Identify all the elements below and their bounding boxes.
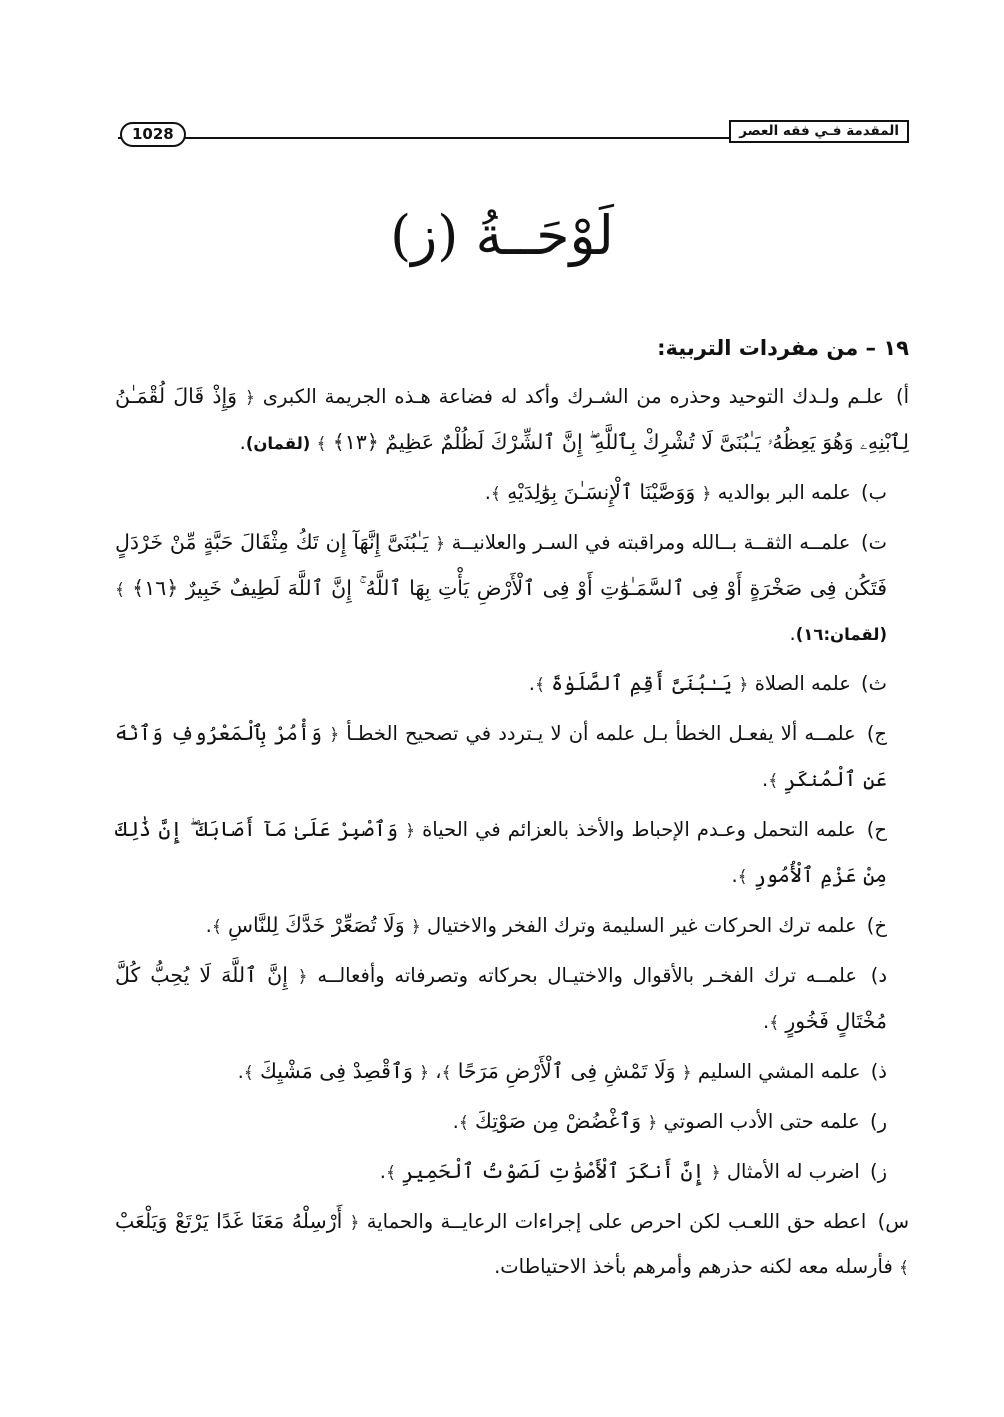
quran-verse-second: وَٱقْصِدْ فِى مَشْيِكَ	[259, 1059, 413, 1083]
quran-verse: وَوَصَّيْنَا ٱلْإِنسَـٰنَ بِوَٰلِدَيْهِ	[507, 480, 696, 504]
item-letter: خ)	[866, 914, 887, 937]
verse-open-bracket: ﴿	[738, 675, 749, 695]
list-item-jim	[115, 711, 909, 803]
list-item-alif	[115, 374, 909, 466]
item-text: علمه المشي السليم	[697, 1060, 861, 1083]
list-item-kha	[115, 903, 909, 949]
page-number: 1028	[120, 122, 186, 147]
verse-open-bracket: ﴿	[710, 1163, 721, 1183]
verse-close-bracket: ﴾	[243, 1063, 254, 1083]
item-ending: .	[484, 481, 491, 504]
list-item-ta	[115, 520, 909, 657]
list-item-dal	[115, 953, 909, 1045]
list-item-ba	[115, 470, 909, 516]
item-ending: .	[762, 768, 769, 791]
quran-verse: وَأْمُرْ بِٱلْمَعْرُوفِ وَٱنْهَ عَنِ ٱلْمُنكَرِ	[115, 721, 887, 791]
verse-open-bracket: ﴿	[405, 821, 416, 841]
verse-open-bracket: ﴿	[349, 1213, 360, 1233]
item-text: علمه البر بوالديه	[717, 481, 851, 504]
item-ending: .	[452, 1110, 459, 1133]
verse-open-bracket: ﴿	[701, 484, 712, 504]
item-letter: ج)	[866, 722, 888, 745]
item-ending: .	[731, 864, 738, 887]
item-ending: فأرسله معه لكنه حذرهم وأمرهم بأخذ الاحتياطات.	[494, 1255, 893, 1278]
verse-open-bracket: ﴿	[435, 534, 446, 554]
verse-close-bracket: ﴾	[458, 1113, 469, 1133]
verse-open-bracket: ﴿	[647, 1113, 658, 1133]
main-content	[115, 328, 909, 1294]
plate-title: لَوْحَــةُ (ز)	[390, 204, 614, 267]
item-letter: ث)	[861, 672, 887, 695]
item-text: علمه حتى الأدب الصوتي	[663, 1110, 860, 1133]
list-item-tha	[115, 661, 909, 707]
item-ending: .	[763, 1010, 770, 1033]
running-header-title: المقدمة فـي فقه العصر	[729, 120, 909, 143]
quran-verse: إِنَّ أَنكَرَ ٱلْأَصْوَٰتِ لَصَوْتُ ٱلْحَمِيرِ	[402, 1159, 705, 1183]
item-letter: د)	[870, 964, 888, 987]
item-text: اضرب له الأمثال	[726, 1160, 860, 1183]
quran-verse: وَٱغْضُضْ مِن صَوْتِكَ	[475, 1109, 642, 1133]
item-ending: .	[239, 431, 246, 454]
quran-verse: أَرْسِلْهُ مَعَنَا غَدًا يَرْتَعْ وَيَلْعَبْ	[115, 1209, 343, 1233]
quran-verse: إِنَّ ٱللَّهَ لَا يُحِبُّ كُلَّ مُخْتَالٍ فَخُورٍ	[115, 963, 887, 1033]
verse-close-bracket: ﴾	[115, 580, 125, 600]
item-letter: ب)	[861, 481, 887, 504]
item-letter: س)	[877, 1210, 910, 1233]
verse-close-bracket: ﴾	[441, 1063, 452, 1083]
verse-open-bracket: ﴿	[244, 388, 255, 408]
quran-verse: وَٱصْبِرْ عَلَىٰ مَآ أَصَابَكَ ۖ إِنَّ ذَٰلِكَ مِنْ عَزْمِ ٱلْأُمُورِ	[115, 817, 887, 887]
verse-reference: (لقمان)	[245, 434, 311, 453]
item-text: علمــه ترك الفخـر بالأقوال والاختيـال بحركاته وتصرفاته وأفعالــه	[317, 964, 858, 987]
quran-verse: يَـٰبُنَىَّ إِنَّهَآ إِن تَكُ مِثْقَالَ حَبَّةٍ مِّنْ خَرْدَلٍ فَتَكُن فِى صَخْرَةٍ أَوْ فِى ٱلسَّمَـٰوَٰتِ أَوْ فِى ٱلْأَرْضِ يَأْتِ بِهَا ٱللَّهُ ۚ إِنَّ ٱللَّهَ لَطِيفٌ خَبِيرٌ ﴿١٦﴾	[115, 530, 888, 600]
verse-close-bracket: ﴾	[490, 484, 501, 504]
section-heading: ١٩ – من مفردات التربية:	[657, 336, 909, 360]
verse-open-bracket: ﴿	[329, 725, 340, 745]
verse-open-bracket: ﴿	[419, 1063, 430, 1083]
item-text: علمه ترك الحركات غير السليمة وترك الفخر والاختيال	[427, 914, 857, 937]
verse-open-bracket: ﴿	[410, 917, 421, 937]
item-letter: ذ)	[870, 1060, 887, 1083]
item-text: علمــه الثقــة بــالله ومراقبته في السـر والعلانيــة	[451, 531, 851, 554]
item-text: اعطه حق اللعـب لكن احرص على إجراءات الرعايــة والحماية	[366, 1210, 867, 1233]
list-item-ra	[115, 1099, 909, 1145]
item-letter: ح)	[866, 818, 887, 841]
list-item-sin	[115, 1199, 909, 1290]
list-item-dhal	[115, 1049, 909, 1095]
verse-reference: (لقمان:١٦)	[795, 625, 887, 644]
quran-verse: وَإِذْ قَالَ لُقْمَـٰنُ لِٱبْنِهِۦ وَهُوَ يَعِظُهُۥ يَـٰبُنَىَّ لَا تُشْرِكْ بِٱللَّهِ ۖ إِنَّ ٱلشِّرْكَ لَظُلْمٌ عَظِيمٌ ﴿١٣﴾	[115, 384, 909, 454]
item-ending: .	[205, 914, 212, 937]
item-text: علـم ولـدك التوحيد وحذره من الشـرك وأكد له فضاعة هـذه الجريمة الكبرى	[262, 385, 885, 408]
verse-close-bracket: ﴾	[534, 675, 545, 695]
verse-close-bracket: ﴾	[768, 771, 779, 791]
verse-close-bracket: ﴾	[211, 917, 222, 937]
verse-close-bracket: ﴾	[386, 1163, 396, 1183]
verse-close-bracket: ﴾	[737, 867, 748, 887]
item-ending: .	[789, 622, 796, 645]
quran-verse: وَلَا تَمْشِ فِى ٱلْأَرْضِ مَرَحًا	[457, 1059, 676, 1083]
list-item-ha	[115, 807, 909, 899]
verse-close-bracket: ﴾	[316, 434, 327, 454]
item-text: علمــه ألا يفعـل الخطأ بـل علمه أن لا يـتردد في تصحيح الخطـأ	[346, 722, 856, 745]
verse-close-bracket: ﴾	[899, 1258, 909, 1278]
verse-open-bracket: ﴿	[681, 1063, 692, 1083]
item-ending: .	[379, 1160, 386, 1183]
item-ending: .	[528, 672, 535, 695]
verse-close-bracket: ﴾	[769, 1013, 780, 1033]
item-letter: ت)	[861, 531, 887, 554]
quran-verse: يَـٰبُنَىَّ أَقِمِ ٱلصَّلَوٰةَ	[551, 671, 733, 695]
item-letter: ز)	[869, 1160, 887, 1183]
item-ending: .	[237, 1060, 244, 1083]
item-letter: أ)	[895, 385, 909, 408]
list-item-zay	[115, 1149, 909, 1195]
item-text: علمه الصلاة	[754, 672, 851, 695]
item-letter: ر)	[869, 1110, 887, 1133]
verse-separator: ،	[435, 1060, 442, 1083]
quran-verse: وَلَا تُصَعِّرْ خَدَّكَ لِلنَّاسِ	[228, 913, 405, 937]
verse-open-bracket: ﴿	[297, 967, 308, 987]
item-text: علمه التحمل وعـدم الإحباط والأخذ بالعزائم في الحياة	[422, 818, 856, 841]
